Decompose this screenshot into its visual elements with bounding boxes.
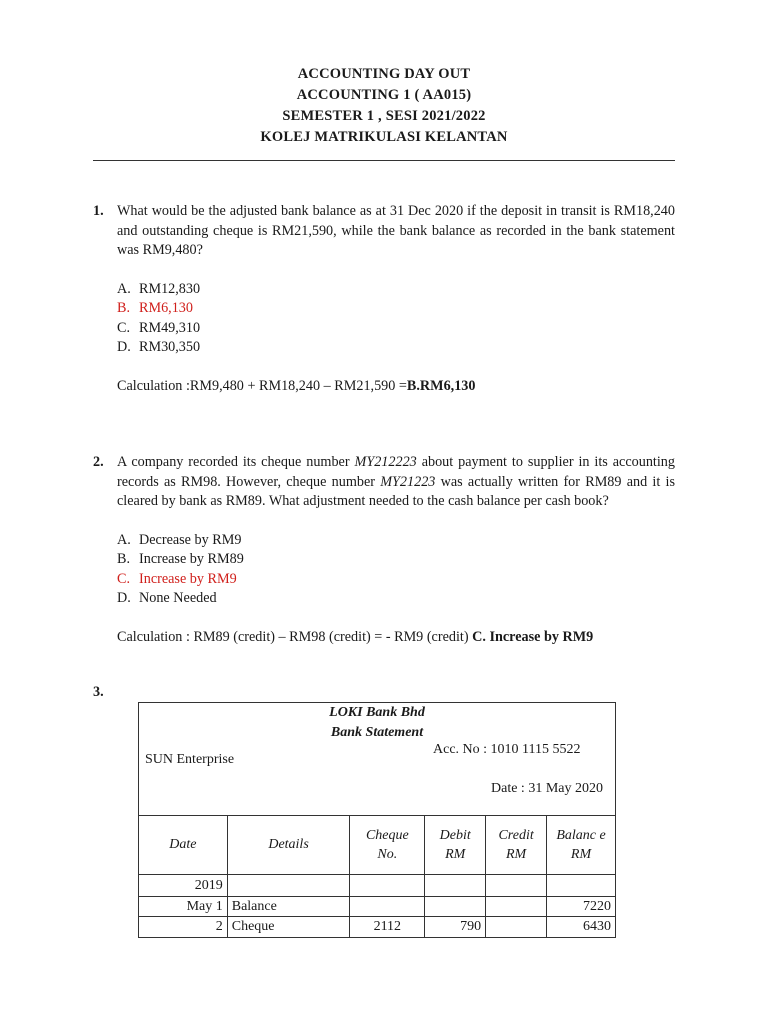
question-2-text: A company recorded its cheque number MY212223 about payment to supplier in its accounting records as RM98. However, cheque number MY21223 was actually written for RM89 and it is cleared by bank as RM89. What adjustment needed to the cash balance per cash book? — [117, 454, 675, 509]
table-row-year — [139, 875, 616, 897]
header-line-2: ACCOUNTING 1 ( AA015) — [296, 87, 472, 103]
question-2-options — [117, 531, 675, 609]
option-d: D. None Needed — [117, 590, 217, 606]
column-header-debit: Debit RM — [425, 816, 486, 875]
document-header — [0, 64, 768, 148]
option-b-correct: B. RM6,130 — [117, 300, 193, 316]
header-line-1: ACCOUNTING DAY OUT — [297, 66, 471, 82]
bank-statement-info — [139, 703, 616, 816]
company-name: SUN Enterprise — [145, 752, 235, 767]
table-row: May 1 Balance 7220 — [139, 896, 616, 917]
question-1-number: 1. — [93, 203, 104, 219]
question-2 — [93, 453, 675, 647]
option-d: D. RM30,350 — [117, 339, 201, 355]
year-cell: 2019 — [139, 875, 228, 897]
question-2-number: 2. — [93, 454, 104, 470]
column-header-credit: Credit RM — [486, 816, 547, 875]
table-row: 2 Cheque 2112 790 6430 — [139, 917, 616, 938]
statement-date: Date : 31 May 2020 — [491, 781, 603, 796]
column-header-balance: Balanc e RM — [547, 816, 616, 875]
option-a: A. RM12,830 — [117, 280, 201, 297]
header-line-4: KOLEJ MATRIKULASI KELANTAN — [260, 129, 508, 145]
column-header-date: Date — [139, 816, 228, 875]
header-divider — [93, 160, 675, 161]
account-number: Acc. No : 1010 1115 5522 — [433, 742, 581, 757]
question-1-answer: B.RM6,130 — [406, 377, 476, 394]
option-b: B. Increase by RM89 — [117, 551, 244, 567]
bank-name: LOKI Bank Bhd — [329, 705, 425, 720]
option-c: C. RM49,310 — [117, 319, 201, 336]
bank-statement-table — [138, 702, 616, 938]
question-1-options — [117, 280, 675, 358]
statement-title: Bank Statement — [330, 724, 424, 740]
table-header-row — [139, 816, 616, 875]
option-a: A. Decrease by RM9 — [117, 531, 242, 548]
cheque-number-1: MY212223 — [354, 454, 417, 470]
question-2-calculation: Calculation : RM89 (credit) – RM98 (credit) = - RM9 (credit) C. Increase by RM9 — [117, 628, 594, 645]
header-line-3: SEMESTER 1 , SESI 2021/2022 — [282, 108, 486, 124]
column-header-cheque: Cheque No. — [350, 816, 425, 875]
question-3-number: 3. — [93, 684, 104, 700]
option-c-correct: C. Increase by RM9 — [117, 570, 237, 587]
question-2-answer: C. Increase by RM9 — [472, 628, 594, 645]
column-header-details: Details — [227, 816, 350, 875]
question-1-text: What would be the adjusted bank balance as at 31 Dec 2020 if the deposit in transit is RM18,240 and outstanding cheque is RM21,590, while the bank balance as recorded in the bank statement was RM9,480? — [117, 203, 675, 258]
question-1 — [93, 202, 675, 396]
question-1-calculation: Calculation :RM9,480 + RM18,240 – RM21,590 =B.RM6,130 — [117, 377, 476, 394]
cheque-number-2: MY21223 — [380, 473, 436, 490]
